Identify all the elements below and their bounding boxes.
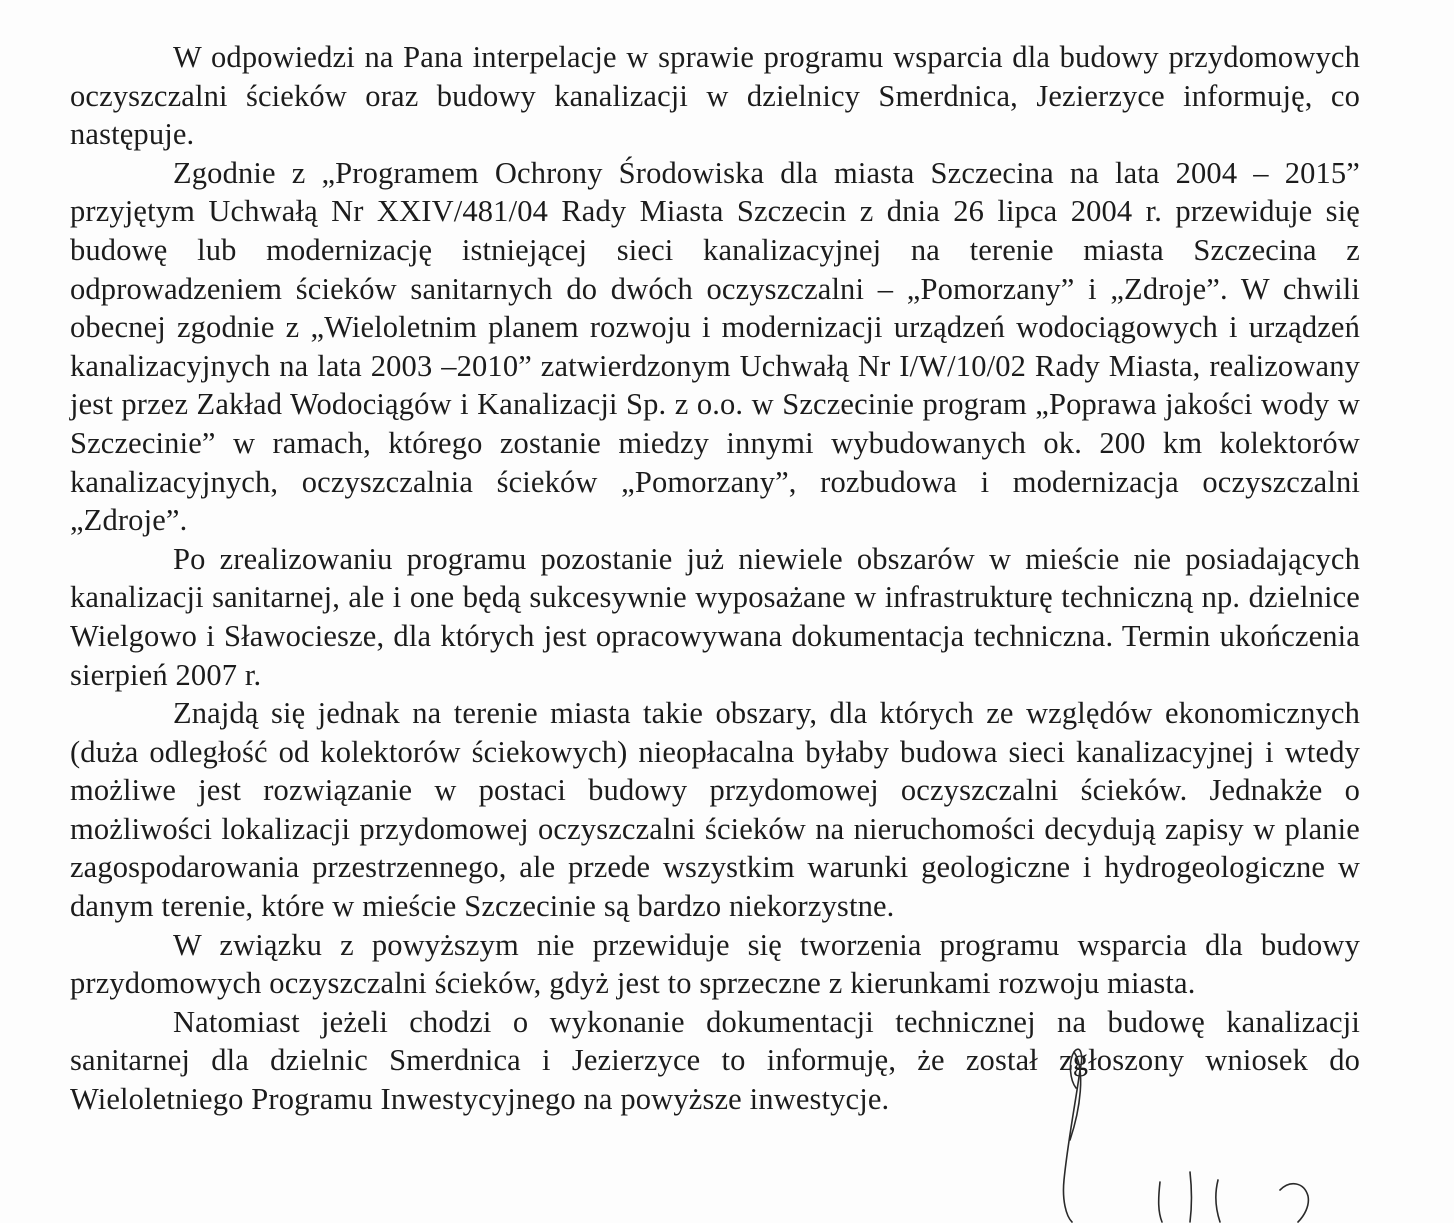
paragraph-environment-program: Zgodnie z „Programem Ochrony Środowiska dla miasta Szczecina na lata 2004 – 2015” przyjętym Uchwałą Nr XXIV/481/04 Rady Miasta Szczecin z dnia 26 lipca 2004 r. przewiduje się budowę lub modernizację istniejącej sieci kanalizacyjnej na terenie miasta Szczecina z odprowadzeniem ścieków sanitarnych do dwóch oczyszczalni – „Pomorzany” i „Zdroje”. W chwili obecnej zgodnie z „Wieloletnim planem rozwoju i modernizacji urządzeń wodociągowych i urządzeń kanalizacyjnych na lata 2003 –2010” zatwierdzonym Uchwałą Nr I/W/10/02 Rady Miasta, realizowany jest przez Zakład Wodociągów i Kanalizacji Sp. z o.o. w Szczecinie program „Poprawa jakości wody w Szczecinie” w ramach, którego zostanie miedzy innymi wybudowanych ok. 200 km kolektorów kanalizacyjnych, oczyszczalnia ścieków „Pomorzany”, rozbudowa i modernizacja oczyszczalni „Zdroje”. — [70, 155, 1360, 538]
paragraph-remaining-areas: Po zrealizowaniu programu pozostanie już niewiele obszarów w mieście nie posiadających kanalizacji sanitarnej, ale i one będą sukcesywnie wyposażane w infrastrukturę techniczną np. dzielnice Wielgowo i Sławociesze, dla których jest opracowywana dokumentacja techniczna. Termin ukończenia sierpień 2007 r. — [70, 541, 1360, 692]
letter-body — [70, 38, 1360, 1119]
paragraph-documentation-request: Natomiast jeżeli chodzi o wykonanie dokumentacji technicznej na budowę kanalizacji sanitarnej dla dzielnic Smerdnica i Jezierzyce to informuję, że został zgłoszony wniosek do Wieloletniego Programu Inwestycyjnego na powyższe inwestycje. — [70, 1004, 1360, 1117]
paragraph-uneconomic-areas: Znajdą się jednak na terenie miasta takie obszary, dla których ze względów ekonomicznych (duża odległość od kolektorów ściekowych) nieopłacalna byłaby budowa sieci kanalizacyjnej i wtedy możliwe jest rozwiązanie w postaci budowy przydomowej oczyszczalni ścieków. Jednakże o możliwości lokalizacji przydomowej oczyszczalni ścieków na nieruchomości decydują zapisy w planie zagospodarowania przestrzennego, ale przede wszystkim warunki geologiczne i hydrogeologiczne w danym terenie, które w mieście Szczecinie są bardzo niekorzystne. — [70, 696, 1360, 924]
paragraph-no-support-program: W związku z powyższym nie przewiduje się tworzenia programu wsparcia dla budowy przydomowych oczyszczalni ścieków, gdyż jest to sprzeczne z kierunkami rozwoju miasta. — [70, 927, 1360, 1001]
paragraph-response-intro: W odpowiedzi na Pana interpelacje w sprawie programu wsparcia dla budowy przydomowych oczyszczalni ścieków oraz budowy kanalizacji w dzielnicy Smerdnica, Jezierzyce informuję, co następuje. — [70, 40, 1360, 152]
